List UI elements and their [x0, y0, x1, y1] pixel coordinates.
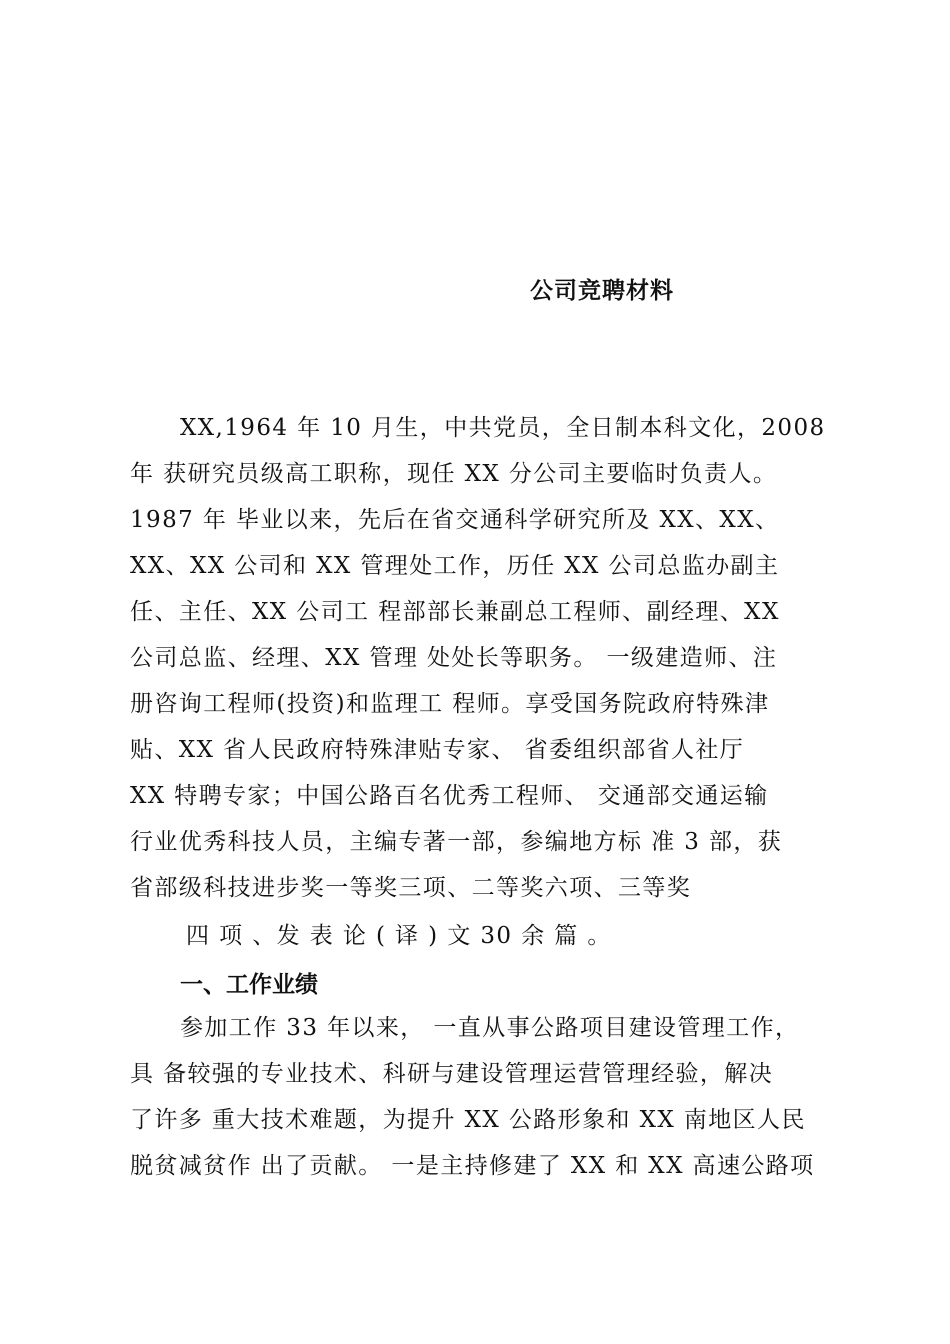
section-line-4: 脱贫减贫作 出了贡献。 一是主持修建了 XX 和 XX 高速公路项 — [130, 1153, 815, 1179]
document-title: 公司竞聘材料 — [530, 277, 674, 304]
section-heading: 一、工作业绩 — [180, 972, 318, 998]
intro-line-6: 公司总监、经理、XX 管理 处处长等职务。 一级建造师、注 — [130, 645, 778, 671]
intro-line-1: XX,1964 年 10 月生，中共党员，全日制本科文化，2008 — [180, 415, 826, 441]
intro-line-3: 1987 年 毕业以来，先后在省交通科学研究所及 XX、XX、 — [130, 507, 780, 533]
intro-line-8: 贴、XX 省人民政府特殊津贴专家、 省委组织部省人社厅 — [130, 737, 745, 763]
section-line-1: 参加工作 33 年以来， 一直从事公路项目建设管理工作， — [180, 1015, 800, 1041]
section-line-3: 了许多 重大技术难题，为提升 XX 公路形象和 XX 南地区人民 — [130, 1107, 806, 1133]
intro-line-4: XX、XX 公司和 XX 管理处工作，历任 XX 公司总监办副主 — [130, 553, 780, 579]
intro-line-5: 任、主任、XX 公司工 程部部长兼副总工程师、副经理、XX — [130, 599, 780, 625]
intro-line-7: 册咨询工程师(投资)和监理工 程师。享受国务院政府特殊津 — [130, 691, 770, 717]
intro-line-9: XX 特聘专家；中国公路百名优秀工程师、 交通部交通运输 — [130, 783, 769, 809]
intro-line-2: 年 获研究员级高工职称，现任 XX 分公司主要临时负责人。 — [130, 461, 778, 487]
intro-line-10: 行业优秀科技人员，主编专著一部，参编地方标 准 3 部，获 — [130, 829, 783, 855]
intro-line-12: 四 项 、发 表 论 ( 译 ) 文 30 余 篇 。 — [186, 923, 612, 949]
section-line-2: 具 备较强的专业技术、科研与建设管理运营管理经验，解决 — [130, 1061, 774, 1087]
intro-line-11: 省部级科技进步奖一等奖三项、二等奖六项、三等奖 — [130, 875, 692, 901]
